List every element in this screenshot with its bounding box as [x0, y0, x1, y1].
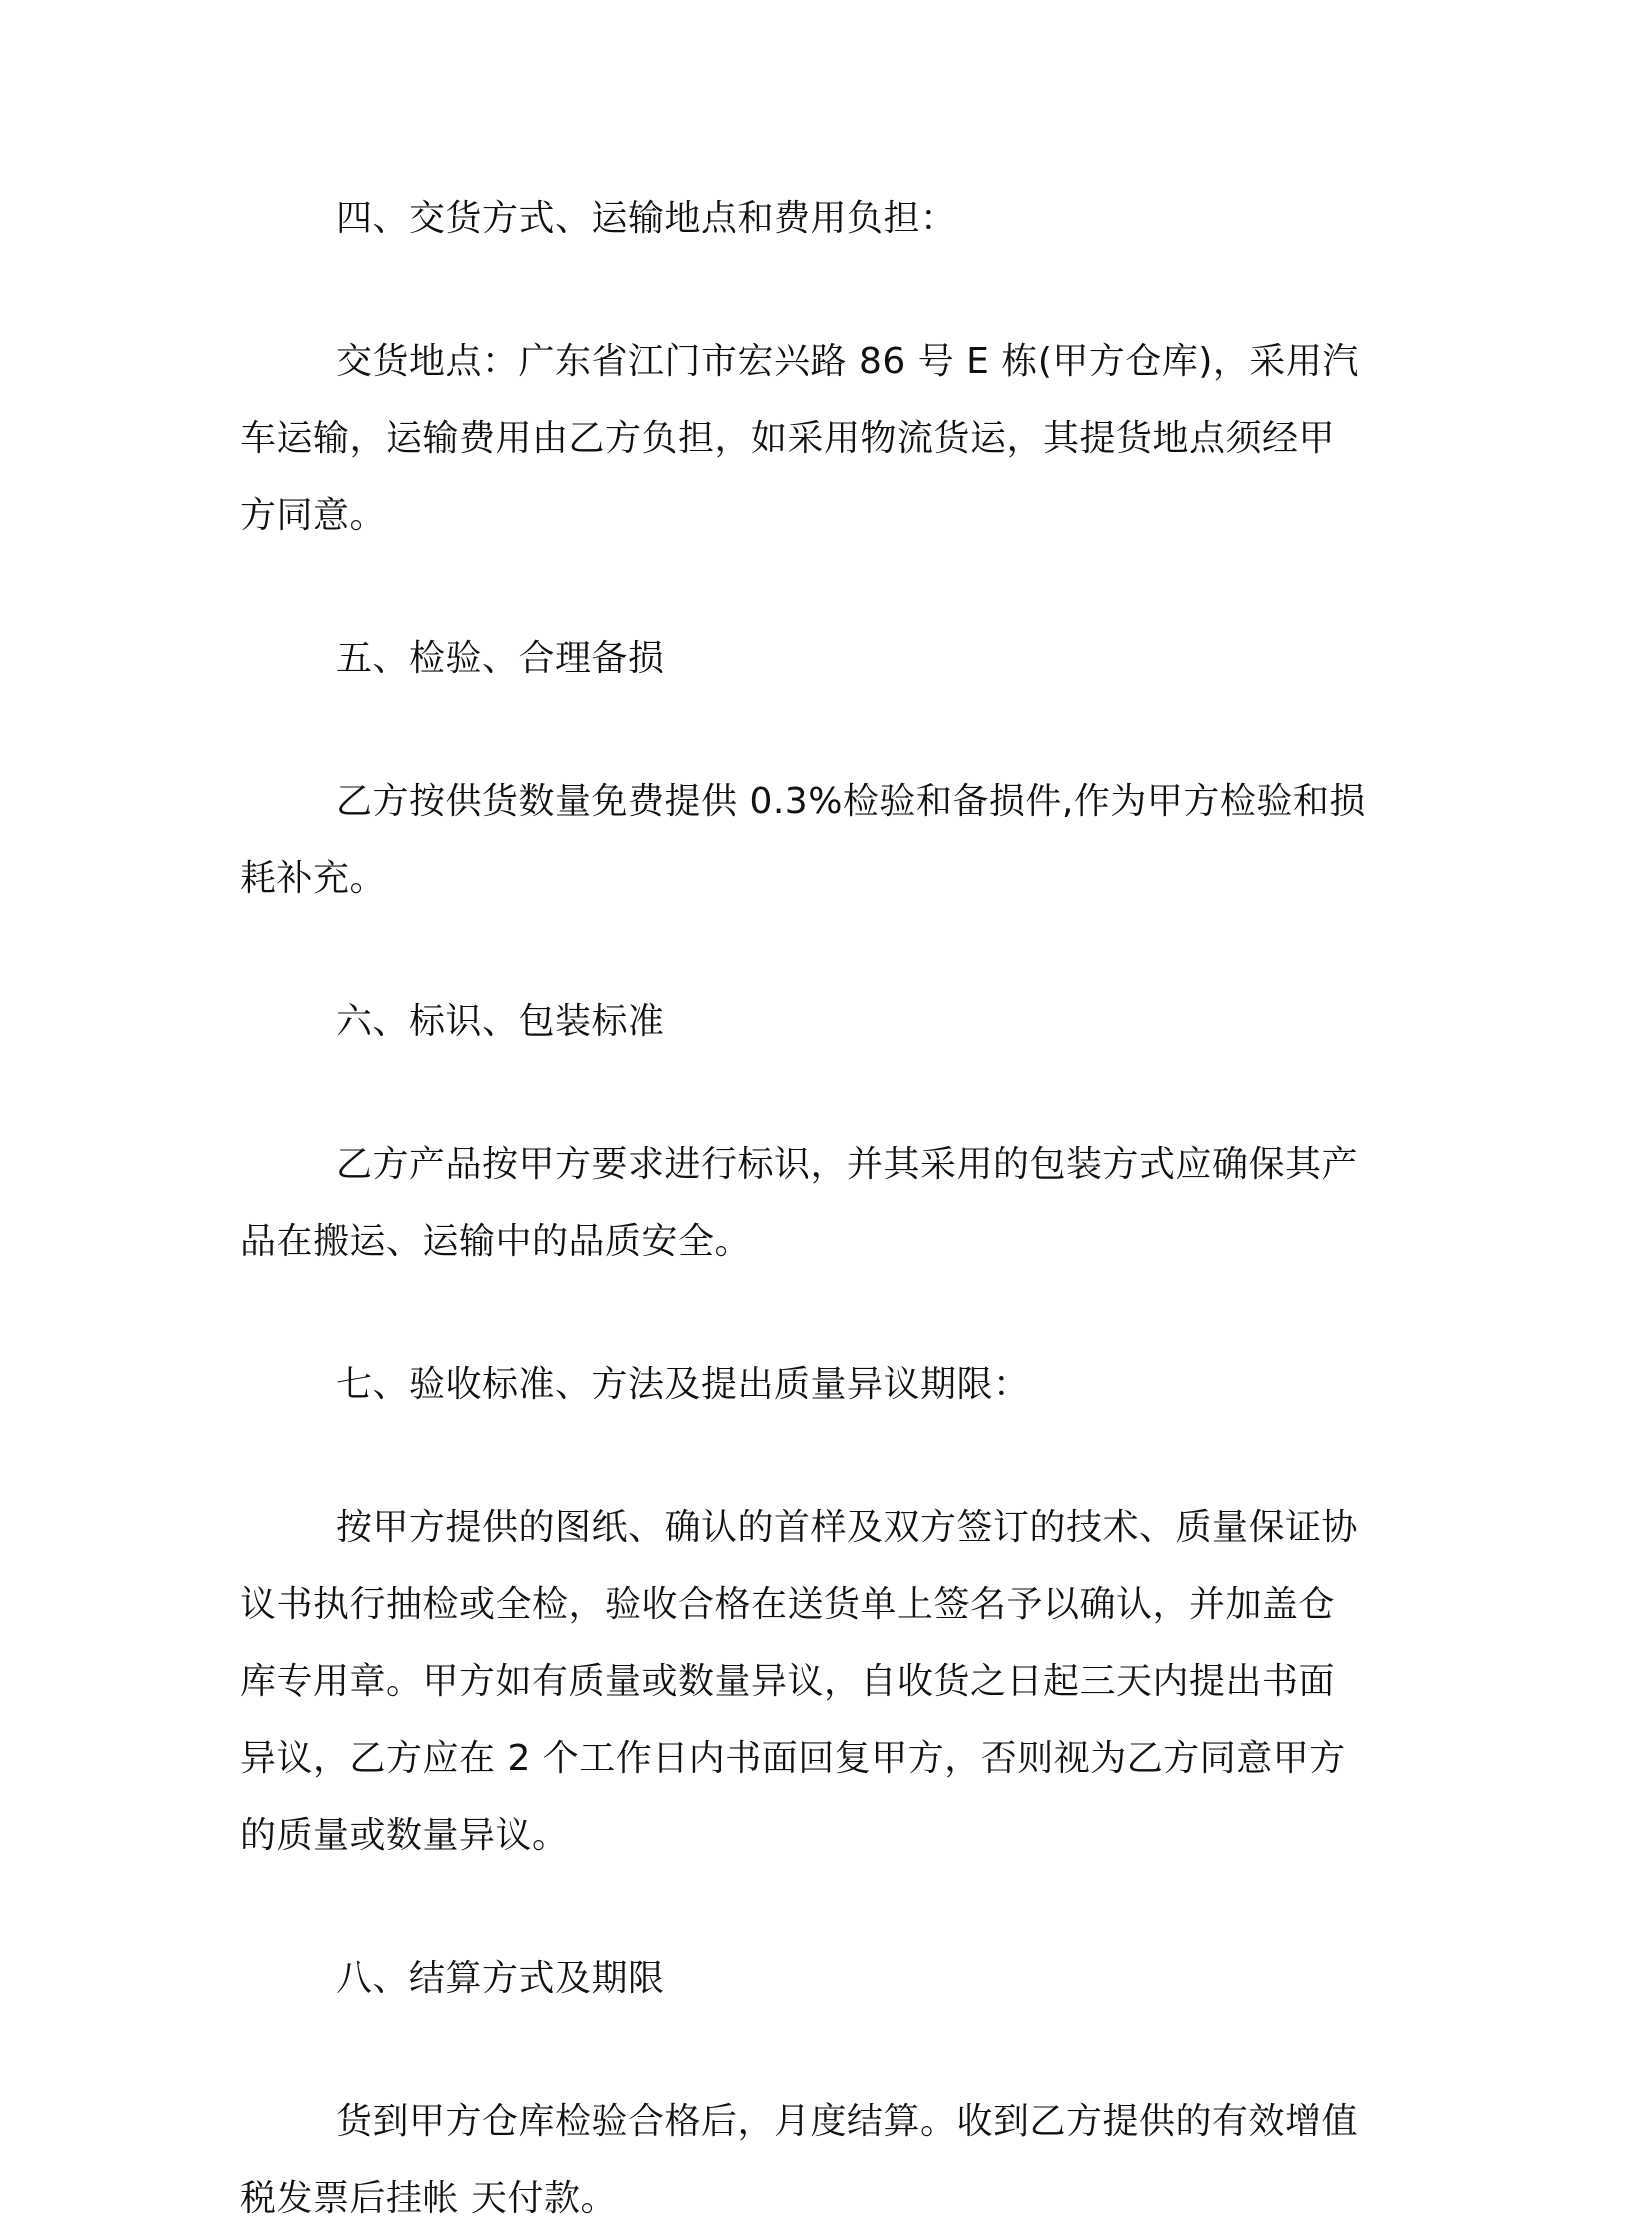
section-heading-delivery: 四、交货方式、运输地点和费用负担： — [336, 198, 957, 239]
contract-text — [240, 180, 1380, 2237]
paragraph-line: 货到甲方仓库检验合格后，月度结算。收到乙方提供的有效增值 — [336, 2101, 1359, 2142]
paragraph-line: 交货地点：广东省江门市宏兴路 86 号 E 栋(甲方仓库)，采用汽 — [336, 341, 1359, 382]
section-heading-packaging: 六、标识、包装标准 — [336, 1001, 665, 1042]
section-heading-inspection: 五、检验、合理备损 — [336, 638, 665, 679]
paragraph-line: 异议，乙方应在 2 个工作日内书面回复甲方，否则视为乙方同意甲方 — [240, 1738, 1346, 1779]
paragraph-line: 库专用章。甲方如有质量或数量异议，自收货之日起三天内提出书面 — [240, 1661, 1336, 1702]
paragraph-line: 的质量或数量异议。 — [240, 1815, 569, 1856]
section-heading-settlement: 八、结算方式及期限 — [336, 1958, 665, 1999]
paragraph-line: 议书执行抽检或全检，验收合格在送货单上签名予以确认，并加盖仓 — [240, 1584, 1336, 1625]
paragraph-line: 方同意。 — [240, 495, 387, 536]
section-heading-acceptance: 七、验收标准、方法及提出质量异议期限： — [336, 1364, 1030, 1405]
paragraph-line: 乙方按供货数量免费提供 0.3%检验和备损件,作为甲方检验和损 — [336, 781, 1366, 822]
paragraph-line: 乙方产品按甲方要求进行标识，并其采用的包装方式应确保其产 — [336, 1144, 1359, 1185]
paragraph-line: 税发票后挂帐 天付款。 — [240, 2178, 617, 2219]
paragraph-line: 品在搬运、运输中的品质安全。 — [240, 1221, 752, 1262]
paragraph-line: 按甲方提供的图纸、确认的首样及双方签订的技术、质量保证协 — [336, 1507, 1359, 1548]
paragraph-line: 耗补充。 — [240, 858, 387, 899]
paragraph-line: 车运输，运输费用由乙方负担，如采用物流货运，其提货地点须经甲 — [240, 418, 1336, 459]
